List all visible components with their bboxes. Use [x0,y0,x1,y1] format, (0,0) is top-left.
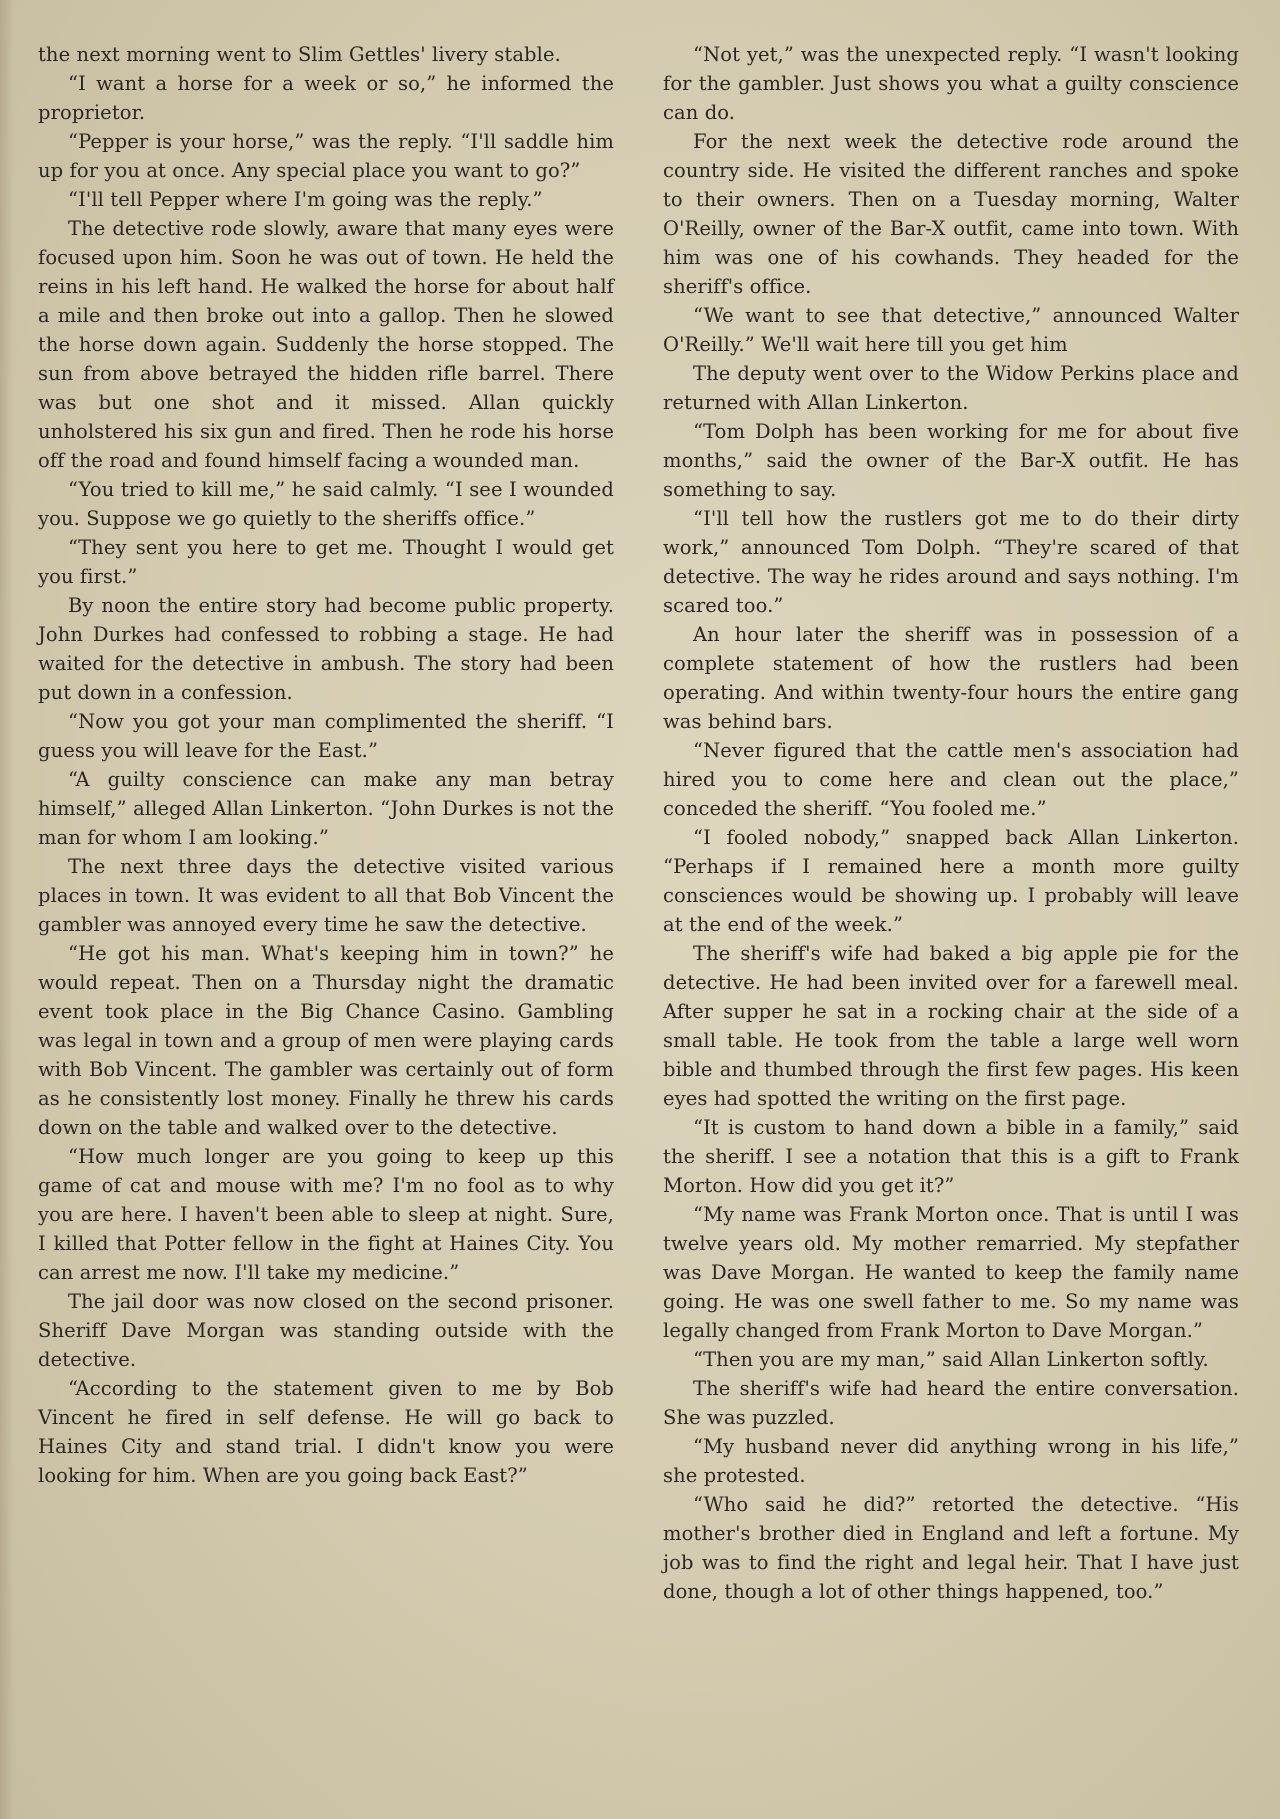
paragraph: “I want a horse for a week or so,” he informed the proprietor. [38,72,614,124]
paragraph: “I'll tell Pepper where I'm going was the reply.” [68,188,543,211]
paragraph: The jail door was now closed on the second prisoner. Sheriff Dave Morgan was standing outside with the detective. [38,1290,614,1371]
paragraph: “My husband never did anything wrong in his life,” she protested. [663,1435,1239,1487]
right-column [663,40,1239,1606]
paragraph: “I'll tell how the rustlers got me to do their dirty work,” announced Tom Dolph. “They're scared of that detective. The way he rides around and says nothing. I'm scared too.” [663,507,1239,617]
paragraph: “It is custom to hand down a bible in a family,” said the sheriff. I see a notation that this is a gift to Frank Morton. How did you get it?” [663,1116,1239,1197]
paragraph: By noon the entire story had become public property. John Durkes had confessed to robbing a stage. He had waited for the detective in ambush. The story had been put down in a confession. [38,594,614,704]
paragraph: “He got his man. What's keeping him in town?” he would repeat. Then on a Thursday night the dramatic event took place in the Big Chance Casino. Gambling was legal in town and a group of men were playing cards with Bob Vincent. The gambler was certainly out of form as he consistently lost money. Finally he threw his cards down on the table and walked over to the detective. [38,942,614,1139]
paragraph: “Now you got your man complimented the sheriff. “I guess you will leave for the East.” [38,710,614,762]
paragraph: The next three days the detective visited various places in town. It was evident to all that Bob Vincent the gambler was annoyed every time he saw the detective. [38,855,614,936]
paragraph: An hour later the sheriff was in possession of a complete statement of how the rustlers had been operating. And within twenty-four hours the entire gang was behind bars. [663,623,1239,733]
paragraph: “Never figured that the cattle men's association had hired you to come here and clean out the place,” conceded the sheriff. “You fooled me.” [663,739,1239,820]
paragraph: For the next week the detective rode around the country side. He visited the different ranches and spoke to their owners. Then on a Tuesday morning, Walter O'Reilly, owner of the Bar-X outfit, came into town. With him was one of his cowhands. They headed for the sheriff's office. [663,130,1239,298]
paragraph: The sheriff's wife had heard the entire conversation. She was puzzled. [663,1377,1239,1429]
paragraph: “How much longer are you going to keep up this game of cat and mouse with me? I'm no fool as to why you are here. I haven't been able to sleep at night. Sure, I killed that Potter fellow in the fight at Haines City. You can arrest me now. I'll take my medicine.” [38,1145,614,1284]
paragraph: The sheriff's wife had baked a big apple pie for the detective. He had been invited over for a farewell meal. After supper he sat in a rocking chair at the side of a small table. He took from the table a large well worn bible and thumbed through the first few pages. His keen eyes had spotted the writing on the first page. [663,942,1239,1110]
paragraph: “A guilty conscience can make any man betray himself,” alleged Allan Linkerton. “John Durkes is not the man for whom I am looking.” [38,768,614,849]
paragraph: “According to the statement given to me by Bob Vincent he fired in self defense. He will go back to Haines City and stand trial. I didn't know you were looking for him. When are you going back East?” [38,1377,614,1487]
page-shadow [0,0,14,1819]
paragraph: “Pepper is your horse,” was the reply. “I'll saddle him up for you at once. Any special place you want to go?” [38,130,614,182]
paragraph: The deputy went over to the Widow Perkins place and returned with Allan Linkerton. [663,362,1239,414]
paragraph: “My name was Frank Morton once. That is until I was twelve years old. My mother remarried. My stepfather was Dave Morgan. He wanted to keep the family name going. He was one swell father to me. So my name was legally changed from Frank Morton to Dave Morgan.” [663,1203,1239,1342]
left-column [38,40,614,1490]
paragraph: “Who said he did?” retorted the detective. “His mother's brother died in England and left a fortune. My job was to find the right and legal heir. That I have just done, though a lot of other things happened, too.” [663,1493,1239,1603]
paragraph: The detective rode slowly, aware that many eyes were focused upon him. Soon he was out of town. He held the reins in his left hand. He walked the horse for about half a mile and then broke out into a gallop. Then he slowed the horse down again. Suddenly the horse stopped. The sun from above betrayed the hidden rifle barrel. There was but one shot and it missed. Allan quickly unholstered his six gun and fired. Then he rode his horse off the road and found himself facing a wounded man. [38,217,614,472]
paragraph: “Not yet,” was the unexpected reply. “I wasn't looking for the gambler. Just shows you what a guilty conscience can do. [663,43,1239,124]
paragraph: “I fooled nobody,” snapped back Allan Linkerton. “Perhaps if I remained here a month more guilty consciences would be showing up. I probably will leave at the end of the week.” [663,826,1239,936]
paragraph: “Tom Dolph has been working for me for about five months,” said the owner of the Bar-X outfit. He has something to say. [663,420,1239,501]
paragraph: “They sent you here to get me. Thought I would get you first.” [38,536,614,588]
paragraph: “You tried to kill me,” he said calmly. “I see I wounded you. Suppose we go quietly to the sheriffs office.” [38,478,614,530]
paragraph: “We want to see that detective,” announced Walter O'Reilly.” We'll wait here till you get him [663,304,1239,356]
paragraph: the next morning went to Slim Gettles' livery stable. [38,43,561,66]
paragraph: “Then you are my man,” said Allan Linkerton softly. [693,1348,1209,1371]
